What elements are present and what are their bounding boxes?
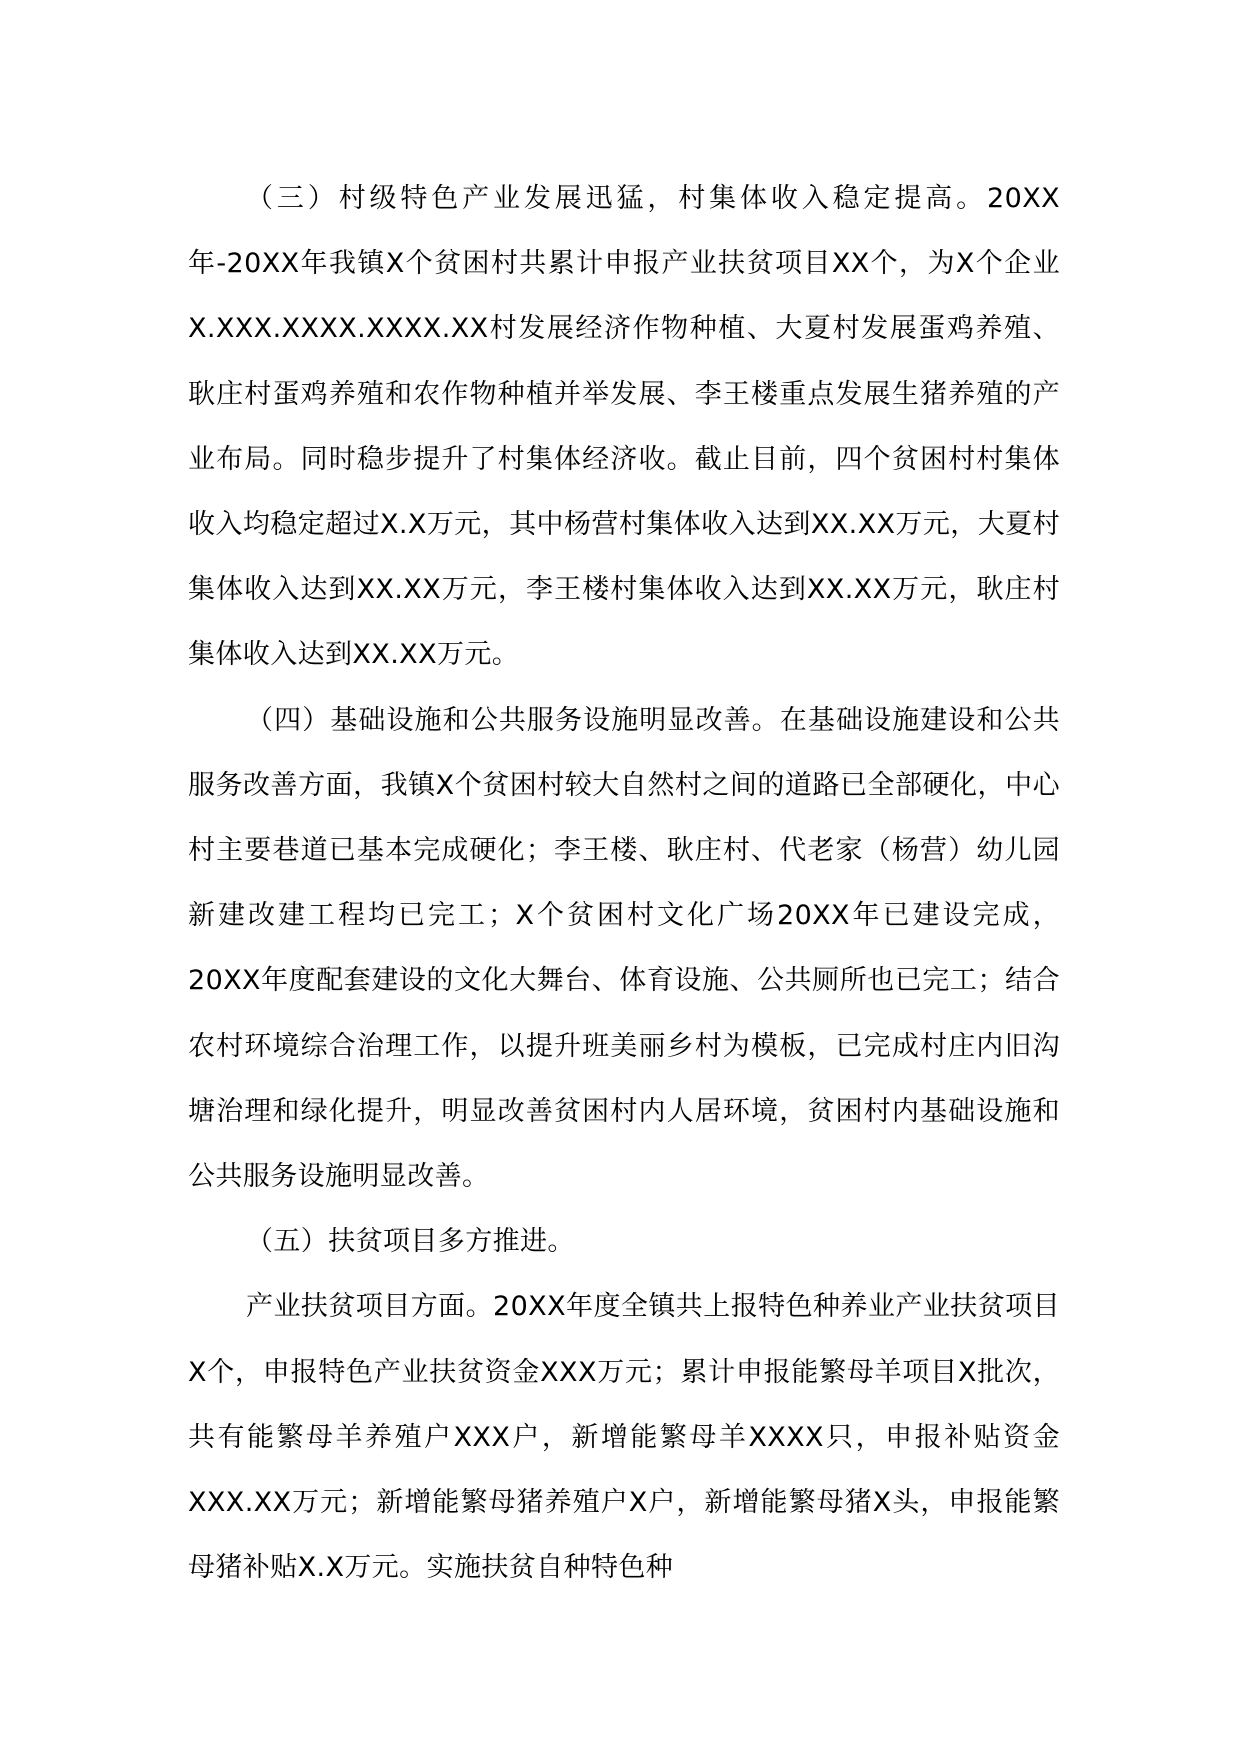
- document-body: [188, 166, 1060, 1600]
- paragraph-industry-projects: 产业扶贫项目方面。20XX年度全镇共上报特色种养业产业扶贫项目X个，申报特色产业扶贫资金XXX万元；累计申报能繁母羊项目X批次，共有能繁母羊养殖户XXX户，新增能繁母羊XXXX只，申报补贴资金XXX.XX万元；新增能繁母猪养殖户X户，新增能繁母猪X头，申报能繁母猪补贴X.X万元。实施扶贫自种特色种: [188, 1291, 1060, 1584]
- paragraph-poverty-projects-heading: （五）扶贫项目多方推进。: [246, 1226, 575, 1258]
- paragraph-infrastructure: （四）基础设施和公共服务设施明显改善。在基础设施建设和公共服务改善方面，我镇X个贫困村较大自然村之间的道路已全部硬化，中心村主要巷道已基本完成硬化；李王楼、耿庄村、代老家（杨营）幼儿园新建改建工程均已完工；X个贫困村文化广场20XX年已建设完成，20XX年度配套建设的文化大舞台、体育设施、公共厕所也已完工；结合农村环境综合治理工作，以提升班美丽乡村为模板，已完成村庄内旧沟塘治理和绿化提升，明显改善贫困村内人居环境，贫困村内基础设施和公共服务设施明显改善。: [188, 704, 1060, 1193]
- paragraph-village-industry: （三）村级特色产业发展迅猛，村集体收入稳定提高。20XX年-20XX年我镇X个贫困村共累计申报产业扶贫项目XX个，为X个企业X.XXX.XXXX.XXXX.XX村发展经济作物种植、大夏村发展蛋鸡养殖、耿庄村蛋鸡养殖和农作物种植并举发展、李王楼重点发展生猪养殖的产业布局。同时稳步提升了村集体经济收。截止目前，四个贫困村村集体收入均稳定超过X.X万元，其中杨营村集体收入达到XX.XX万元，大夏村集体收入达到XX.XX万元，李王楼村集体收入达到XX.XX万元，耿庄村集体收入达到XX.XX万元。: [188, 183, 1060, 671]
